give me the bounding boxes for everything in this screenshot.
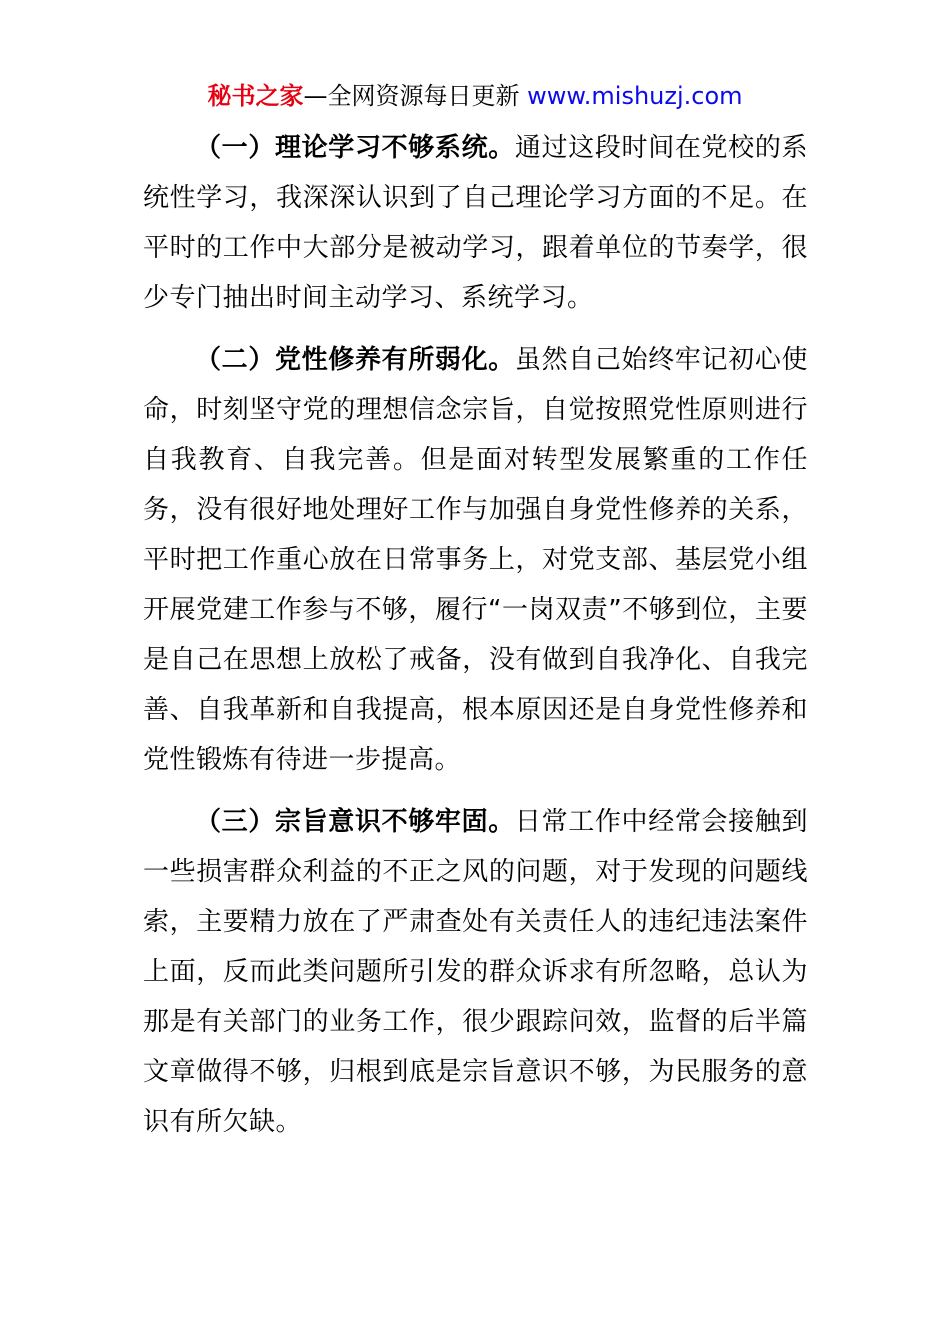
site-tagline: —全网资源每日更新 bbox=[303, 82, 528, 110]
paragraph-3-heading: （三）宗旨意识不够牢固。 bbox=[195, 807, 515, 837]
paragraph-2-text: 虽然自己始终牢记初心使命，时刻坚守党的理想信念宗旨，自觉按照党性原则进行自我教育、自我完善。但是面对转型发展繁重的工作任务，没有很好地处理好工作与加强自身党性修养的关系，平时把工作重心放在日常事务上，对党支部、基层党小组开展党建工作参与不够，履行“一岗双责”不够到位，主要是自己在思想上放松了戒备，没有做到自我净化、自我完善、自我革新和自我提高，根本原因还是自身党性修养和党性锻炼有待进一步提高。 bbox=[143, 345, 808, 775]
paragraph-3-text: 日常工作中经常会接触到一些损害群众利益的不正之风的问题，对于发现的问题线索，主要精力放在了严肃查处有关责任人的违纪违法案件上面，反而此类问题所引发的群众诉求有所忽略，总认为那是有关部门的业务工作，很少跟踪问效，监督的后半篇文章做得不够，归根到底是宗旨意识不够，为民服务的意识有所欠缺。 bbox=[143, 807, 808, 1137]
paragraph-1-text: 通过这段时间在党校的系统性学习，我深深认识到了自己理论学习方面的不足。在平时的工作中大部分是被动学习，跟着单位的节奏学，很少专门抽出时间主动学习、系统学习。 bbox=[143, 133, 808, 313]
paragraph-1-heading: （一）理论学习不够系统。 bbox=[195, 133, 515, 163]
site-brand: 秘书之家 bbox=[207, 82, 304, 110]
page-header bbox=[0, 80, 950, 112]
paragraph-2 bbox=[143, 335, 808, 785]
paragraph-2-heading: （二）党性修养有所弱化。 bbox=[195, 345, 515, 375]
paragraph-1 bbox=[143, 123, 808, 323]
document-body bbox=[143, 123, 808, 1159]
paragraph-3 bbox=[143, 797, 808, 1147]
site-url-link[interactable]: www.mishuzj.com bbox=[527, 82, 743, 110]
